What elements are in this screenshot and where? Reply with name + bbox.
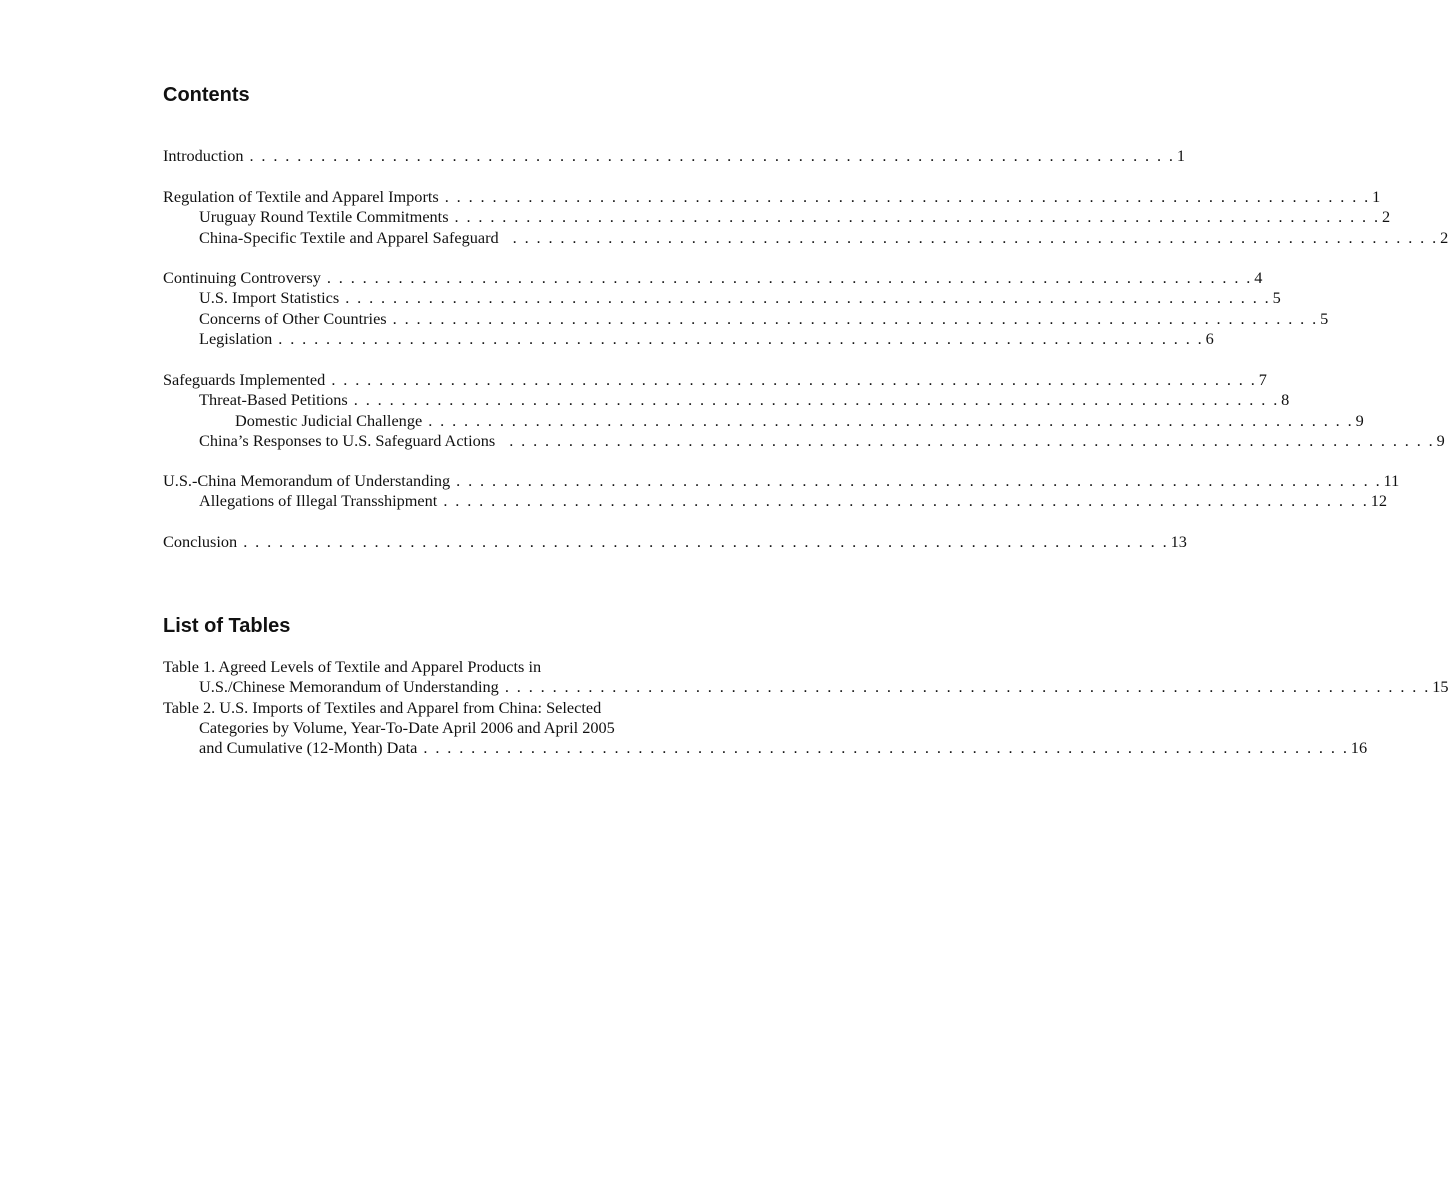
toc-entry[interactable] (163, 491, 1388, 511)
toc-group-6 (163, 532, 1187, 552)
dot-leader: . . . . . . . . . . . . . . . . . . . . . . . . . . . . . . . . . . . . . . . . . . . . . . . . . . . . . . . . . . . . . . . . . . . . . . . . . . . . . . (243, 532, 1169, 551)
toc-entry-title: Allegations of Illegal Transshipment (199, 491, 443, 511)
toc-entry[interactable] (163, 532, 1187, 552)
toc-entry-page: 12 (1370, 491, 1388, 511)
dot-leader: . . . . . . . . . . . . . . . . . . . . . . . . . . . . . . . . . . . . . . . . . . . . . . . . . . . . . . . . . . . . . . . . . . . . . . . . . . . . . . (423, 738, 1349, 758)
table-entry-page: 15 (1432, 677, 1449, 697)
dot-leader: . . . . . . . . . . . . . . . . . . . . . . . . . . . . . . . . . . . . . . . . . . . . . . . . . . . . . . . . . . . . . . . . . . . . . . . . . . . . . . (504, 677, 1431, 697)
toc-entry-title: Introduction (163, 146, 249, 166)
toc-entry[interactable] (163, 430, 1445, 451)
table-entry-2[interactable] (163, 697, 1368, 759)
table-entry-1[interactable] (163, 657, 1449, 698)
table-entry-title: U.S./Chinese Memorandum of Understanding (199, 677, 505, 697)
toc-entry[interactable] (163, 410, 1364, 431)
dot-leader: . . . . . . . . . . . . . . . . . . . . . . . . . . . . . . . . . . . . . . . . . . . . . . . . . . . . . . . . . . . . . . . . . . . . . . . . . . . . . . (443, 491, 1369, 511)
toc-entry[interactable] (163, 227, 1449, 248)
dot-leader: . . . . . . . . . . . . . . . . . . . . . . . . . . . . . . . . . . . . . . . . . . . . . . . . . . . . . . . . . . . . . . . . . . . . . . . . . . . . . . (444, 187, 1371, 206)
toc-group-2 (163, 187, 1449, 248)
toc-entry-title: China’s Responses to U.S. Safeguard Actions (199, 431, 509, 451)
toc-entry-page: 6 (1205, 328, 1214, 348)
toc-entry-page: 5 (1320, 308, 1329, 328)
table-entry-page: 16 (1350, 738, 1368, 758)
dot-leader: . . . . . . . . . . . . . . . . . . . . . . . . . . . . . . . . . . . . . . . . . . . . . . . . . . . . . . . . . . . . . . . . . . . . . . . . . . . . . . (456, 471, 1382, 490)
toc-entry-page: 7 (1258, 370, 1267, 389)
toc-entry-title: U.S. Import Statistics (199, 288, 345, 308)
toc-entry-page: 9 (1436, 430, 1445, 450)
toc-entry-page: 9 (1355, 410, 1364, 430)
dot-leader: . . . . . . . . . . . . . . . . . . . . . . . . . . . . . . . . . . . . . . . . . . . . . . . . . . . . . . . . . . . . . . . . . . . . . . . . . . . . . . (392, 308, 1319, 328)
toc-entry-title: Domestic Judicial Challenge (235, 411, 428, 431)
dot-leader: . . . . . . . . . . . . . . . . . . . . . . . . . . . . . . . . . . . . . . . . . . . . . . . . . . . . . . . . . . . . . . . . . . . . . . . . . . . . . . (326, 268, 1253, 287)
toc-entry-page: 13 (1170, 532, 1187, 551)
toc-entry-title: Conclusion (163, 532, 243, 552)
dot-leader: . . . . . . . . . . . . . . . . . . . . . . . . . . . . . . . . . . . . . . . . . . . . . . . . . . . . . . . . . . . . . . . . . . . . . . . . . . . . . . (331, 370, 1257, 389)
toc-group-3 (163, 268, 1329, 349)
toc-entry-title: Safeguards Implemented (163, 370, 331, 390)
toc-group-4 (163, 370, 1445, 451)
table-entry-title-line: Table 2. U.S. Imports of Textiles and Apparel from China: Selected (163, 697, 602, 717)
toc-entry[interactable] (163, 390, 1290, 410)
toc-entry-page: 2 (1381, 207, 1391, 227)
toc-entry[interactable] (163, 308, 1329, 329)
toc-entry-title: Threat-Based Petitions (199, 390, 354, 410)
toc-entry-title: Continuing Controversy (163, 268, 327, 288)
dot-leader: . . . . . . . . . . . . . . . . . . . . . . . . . . . . . . . . . . . . . . . . . . . . . . . . . . . . . . . . . . . . . . . . . . . . . . . . . . . . . . (345, 288, 1271, 308)
toc-entry-page: 11 (1383, 471, 1400, 490)
dot-leader: . . . . . . . . . . . . . . . . . . . . . . . . . . . . . . . . . . . . . . . . . . . . . . . . . . . . . . . . . . . . . . . . . . . . . . . . . . . . . . (353, 390, 1280, 410)
dot-leader: . . . . . . . . . . . . . . . . . . . . . . . . . . . . . . . . . . . . . . . . . . . . . . . . . . . . . . . . . . . . . . . . . . . . . . . . . . . . . . (278, 328, 1204, 348)
table-entry-last-line (163, 677, 1449, 697)
toc-entry[interactable] (163, 288, 1281, 308)
toc-entry-page: 8 (1281, 390, 1290, 410)
toc-entry[interactable] (163, 187, 1381, 207)
contents-heading: Contents (163, 84, 250, 106)
toc-entry[interactable] (163, 146, 1186, 166)
dot-leader: . . . . . . . . . . . . . . . . . . . . . . . . . . . . . . . . . . . . . . . . . . . . . . . . . . . . . . . . . . . . . . . . . . . . . . . . . . . . . . (428, 410, 1354, 430)
toc-group-1 (163, 146, 1186, 166)
toc-entry-title: Regulation of Textile and Apparel Imports (163, 187, 445, 207)
table-entry-title-line: Categories by Volume, Year-To-Date April 2006 and April 2005 (199, 717, 615, 737)
toc-entry-page: 2 (1440, 227, 1449, 247)
toc-entry[interactable] (163, 328, 1214, 349)
toc-entry[interactable] (163, 471, 1400, 491)
list-of-tables (163, 657, 1449, 758)
toc-entry[interactable] (163, 370, 1267, 390)
toc-entry-page: 4 (1254, 268, 1263, 287)
toc-entry[interactable] (163, 268, 1263, 288)
list-of-tables-heading: List of Tables (163, 615, 291, 637)
table-entry-title: and Cumulative (12-Month) Data (199, 738, 423, 758)
toc-entry-title: China-Specific Textile and Apparel Safeguard (199, 228, 513, 248)
toc-entry-page: 1 (1372, 187, 1381, 206)
toc-entry-title: U.S.-China Memorandum of Understanding (163, 471, 456, 491)
toc-entry[interactable] (163, 207, 1391, 227)
toc-entry-title: Concerns of Other Countries (199, 309, 393, 329)
table-entry-title-line: Table 1. Agreed Levels of Textile and Apparel Products in (163, 657, 542, 676)
toc-entry-page: 5 (1272, 288, 1281, 308)
toc-entry-page: 1 (1176, 146, 1186, 165)
dot-leader: . . . . . . . . . . . . . . . . . . . . . . . . . . . . . . . . . . . . . . . . . . . . . . . . . . . . . . . . . . . . . . . . . . . . . . . . . . . . . . (249, 146, 1175, 165)
toc-entry-title: Legislation (199, 329, 278, 349)
dot-leader: . . . . . . . . . . . . . . . . . . . . . . . . . . . . . . . . . . . . . . . . . . . . . . . . . . . . . . . . . . . . . . . . . . . . . . . . . . . . . . (454, 207, 1380, 227)
dot-leader: . . . . . . . . . . . . . . . . . . . . . . . . . . . . . . . . . . . . . . . . . . . . . . . . . . . . . . . . . . . . . . . . . . . . . . . . . . . . . . (509, 430, 1435, 450)
toc-entry-title: Uruguay Round Textile Commitments (199, 207, 455, 227)
toc-group-5 (163, 471, 1400, 512)
table-entry-last-line (163, 738, 1368, 758)
dot-leader: . . . . . . . . . . . . . . . . . . . . . . . . . . . . . . . . . . . . . . . . . . . . . . . . . . . . . . . . . . . . . . . . . . . . . . . . . . . . . . (512, 227, 1439, 247)
